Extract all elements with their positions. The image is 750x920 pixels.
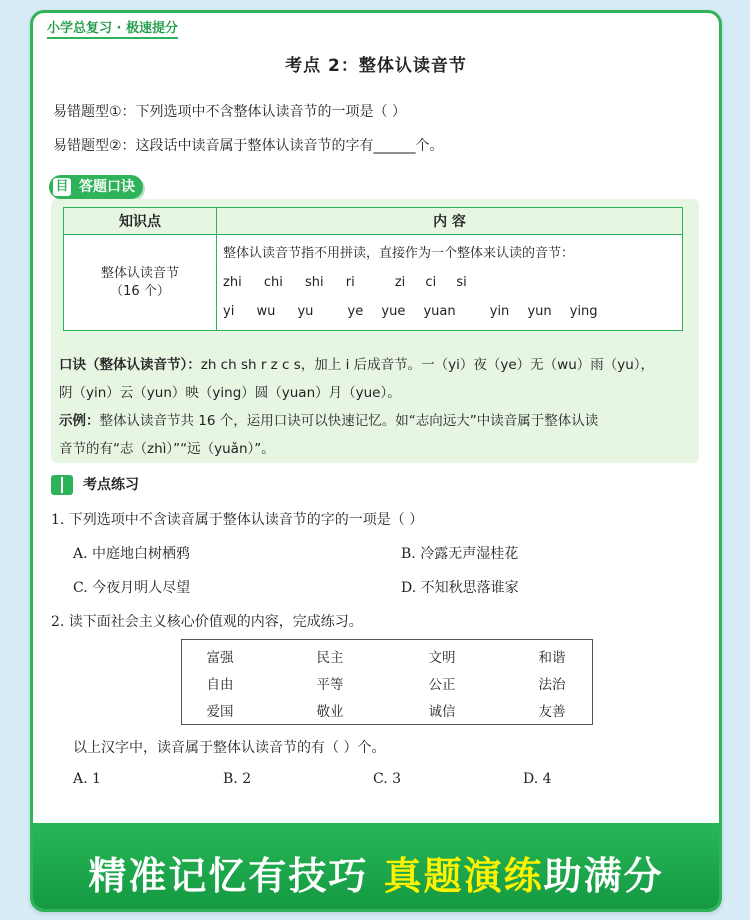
value-word: 民主 <box>316 650 344 666</box>
value-word: 自由 <box>206 677 234 693</box>
syllable-row-1 <box>223 268 676 297</box>
syllable: ci <box>425 275 437 290</box>
content-desc: 整体认读音节指不用拼读，直接作为一个整体来认读的音节： <box>223 246 575 261</box>
q2-subquestion: 以上汉字中，读音属于整体认读音节的有（ ）个。 <box>73 740 386 756</box>
error-question-2: 易错题型②：这段话中读音属于整体认读音节的字有______个。 <box>53 138 444 154</box>
q2-option-a[interactable]: A. 1 <box>73 771 101 787</box>
q1-option-a[interactable]: A. 中庭地白树栖鸦 <box>73 546 191 562</box>
banner-text <box>33 845 719 900</box>
values-table <box>181 639 593 725</box>
tips-box <box>51 199 699 463</box>
example-line-1 <box>59 407 695 435</box>
syllable: zhi <box>223 275 242 290</box>
page-title: 考点 2：整体认读音节 <box>285 56 467 76</box>
rhyme-line-1 <box>59 351 695 379</box>
syllable: ri <box>345 275 355 290</box>
syllable: wu <box>256 304 276 319</box>
series-label: 小学总复习 · 极速提分 <box>47 17 178 39</box>
syllable: yin <box>489 304 510 319</box>
syllable: yuan <box>423 304 456 319</box>
q2-option-d[interactable]: D. 4 <box>523 771 552 787</box>
value-word: 公正 <box>428 677 456 693</box>
banner-part-1: 精准记忆有技巧 <box>88 854 369 898</box>
q2-option-c[interactable]: C. 3 <box>373 771 402 787</box>
syllable: zi <box>394 275 406 290</box>
knowledge-table <box>63 207 683 331</box>
banner-part-3: 助满分 <box>543 854 664 898</box>
value-word: 富强 <box>206 650 234 666</box>
example-text: 整体认读音节共 16 个，运用口诀可以快速记忆。如“志向远大”中读音属于整体认读 <box>99 413 599 429</box>
q1-option-c[interactable]: C. 今夜月明人尽望 <box>73 580 191 596</box>
q1-option-b[interactable]: B. 冷露无声湿桂花 <box>401 546 519 562</box>
syllable: si <box>456 275 467 290</box>
syllable: yue <box>381 304 406 319</box>
book-icon <box>51 475 73 495</box>
value-word: 文明 <box>428 650 456 666</box>
value-word: 敬业 <box>316 704 344 720</box>
rhyme-label: 口诀（整体认读音节）： <box>59 357 201 373</box>
value-word: 友善 <box>538 704 566 720</box>
topic-cell <box>64 235 217 331</box>
topic-name: 整体认读音节 <box>100 265 179 281</box>
value-word: 诚信 <box>428 704 456 720</box>
q1-option-d[interactable]: D. 不知秋思落谁家 <box>401 580 519 596</box>
tips-badge-label: 答题口诀 <box>79 179 135 195</box>
table-header-topic: 知识点 <box>64 208 217 235</box>
page-card <box>30 10 722 912</box>
syllable: ye <box>347 304 364 319</box>
rhyme-text: zh ch sh r z c s，加上 i 后成音节。一（yi）夜（ye）无（wu）雨（yu）， <box>200 357 655 373</box>
value-word: 平等 <box>316 677 344 693</box>
tips-badge <box>49 175 143 199</box>
banner-part-2: 真题演练 <box>383 854 544 898</box>
error-question-1: 易错题型①：下列选项中不含整体认读音节的一项是（ ） <box>53 104 406 120</box>
syllable: yu <box>297 304 314 319</box>
syllable-row-2 <box>223 297 676 326</box>
value-word: 爱国 <box>206 704 234 720</box>
syllable: yun <box>527 304 552 319</box>
list-icon: 目 <box>53 178 71 196</box>
practice-label: 考点练习 <box>83 477 139 493</box>
syllable: chi <box>263 275 283 290</box>
practice-question-2: 2. 读下面社会主义核心价值观的内容，完成练习。 <box>51 614 363 630</box>
syllable: shi <box>304 275 324 290</box>
value-word: 和谐 <box>538 650 566 666</box>
table-header-content: 内 容 <box>217 208 683 235</box>
practice-question-1: 1. 下列选项中不含读音属于整体认读音节的字的一项是（ ） <box>51 512 424 528</box>
syllable: yi <box>223 304 235 319</box>
q2-option-b[interactable]: B. 2 <box>223 771 252 787</box>
content-cell <box>217 235 683 331</box>
example-line-2: 音节的有“志（zhì）”“远（yuǎn）”。 <box>59 441 275 457</box>
promo-banner <box>33 823 719 909</box>
syllable: ying <box>569 304 598 319</box>
value-word: 法治 <box>538 677 566 693</box>
rhyme-line-2: 阴（yin）云（yun）映（ying）圆（yuan）月（yue）。 <box>59 385 401 401</box>
topic-count: （16 个） <box>110 283 170 299</box>
example-label: 示例： <box>59 413 100 429</box>
